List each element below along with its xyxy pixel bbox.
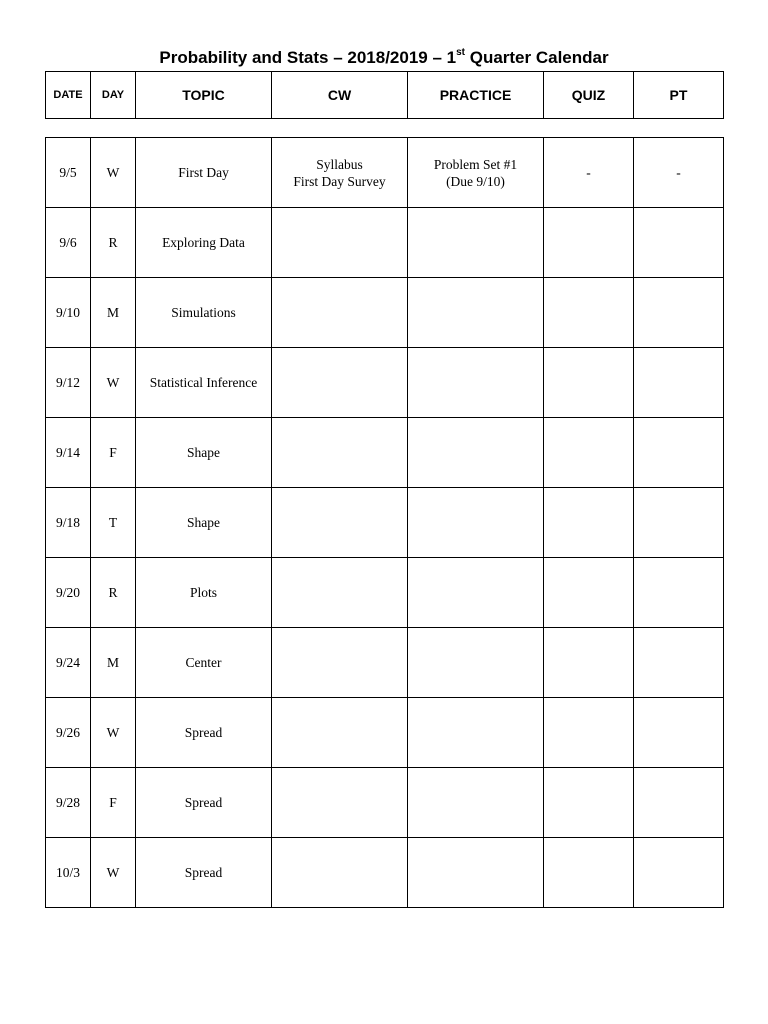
- day-cell: W: [91, 698, 136, 768]
- practice-cell-line-1: Problem Set #1: [433, 156, 518, 172]
- topic-cell: First Day: [136, 138, 272, 208]
- header-date: DATE: [46, 72, 91, 119]
- cw-cell: [272, 348, 408, 418]
- table-row: [46, 558, 724, 628]
- header-table: [45, 71, 724, 119]
- topic-cell: Plots: [136, 558, 272, 628]
- date-cell: 9/28: [46, 768, 91, 838]
- cw-cell: [272, 278, 408, 348]
- cw-cell: [272, 138, 408, 208]
- practice-cell: [408, 208, 544, 278]
- header-cw: CW: [272, 72, 408, 119]
- topic-cell: Statistical Inference: [136, 348, 272, 418]
- pt-cell: [634, 698, 724, 768]
- topic-cell: Spread: [136, 768, 272, 838]
- header-row: [46, 72, 724, 119]
- day-cell: R: [91, 558, 136, 628]
- pt-cell: [634, 768, 724, 838]
- table-row: [46, 488, 724, 558]
- quiz-cell: [544, 488, 634, 558]
- header-pt: PT: [634, 72, 724, 119]
- pt-cell: [634, 278, 724, 348]
- practice-cell: [408, 768, 544, 838]
- day-cell: W: [91, 138, 136, 208]
- pt-cell: [634, 418, 724, 488]
- date-cell: 9/24: [46, 628, 91, 698]
- topic-cell: Exploring Data: [136, 208, 272, 278]
- cw-cell: [272, 488, 408, 558]
- day-cell: R: [91, 208, 136, 278]
- practice-cell: [408, 278, 544, 348]
- cw-cell: [272, 558, 408, 628]
- topic-cell: Spread: [136, 838, 272, 908]
- day-cell: F: [91, 418, 136, 488]
- cw-cell-line-1: Syllabus: [316, 156, 363, 172]
- quiz-cell: [544, 768, 634, 838]
- topic-cell: Shape: [136, 418, 272, 488]
- calendar-body: [46, 138, 724, 908]
- date-cell: 9/26: [46, 698, 91, 768]
- date-cell: 9/10: [46, 278, 91, 348]
- pt-cell: [634, 838, 724, 908]
- date-cell: 9/6: [46, 208, 91, 278]
- pt-cell: [634, 488, 724, 558]
- table-row: [46, 208, 724, 278]
- header-practice: PRACTICE: [408, 72, 544, 119]
- quiz-cell: [544, 348, 634, 418]
- practice-cell: [408, 418, 544, 488]
- cw-cell: [272, 768, 408, 838]
- table-row: [46, 698, 724, 768]
- table-row: [46, 418, 724, 488]
- table-row: [46, 348, 724, 418]
- pt-cell: [634, 208, 724, 278]
- table-row: [46, 278, 724, 348]
- cw-cell: [272, 838, 408, 908]
- quiz-cell: [544, 278, 634, 348]
- day-cell: M: [91, 278, 136, 348]
- date-cell: 9/5: [46, 138, 91, 208]
- practice-cell: [408, 558, 544, 628]
- pt-cell: [634, 628, 724, 698]
- table-row: [46, 138, 724, 208]
- practice-cell: [408, 488, 544, 558]
- date-cell: 9/14: [46, 418, 91, 488]
- practice-cell: [408, 348, 544, 418]
- table-row: [46, 768, 724, 838]
- date-cell: 9/18: [46, 488, 91, 558]
- cw-cell-line-2: First Day Survey: [293, 173, 386, 189]
- date-cell: 9/20: [46, 558, 91, 628]
- day-cell: W: [91, 838, 136, 908]
- practice-cell: [408, 698, 544, 768]
- practice-cell: [408, 628, 544, 698]
- header-day: DAY: [91, 72, 136, 119]
- day-cell: W: [91, 348, 136, 418]
- cw-cell: [272, 628, 408, 698]
- topic-cell: Simulations: [136, 278, 272, 348]
- topic-cell: Center: [136, 628, 272, 698]
- calendar-table: [45, 137, 724, 908]
- topic-cell: Spread: [136, 698, 272, 768]
- cw-cell: [272, 208, 408, 278]
- practice-cell-line-2: (Due 9/10): [446, 173, 505, 189]
- date-cell: 9/12: [46, 348, 91, 418]
- quiz-cell: [544, 628, 634, 698]
- day-cell: M: [91, 628, 136, 698]
- header-quiz: QUIZ: [544, 72, 634, 119]
- practice-cell: [408, 138, 544, 208]
- day-cell: F: [91, 768, 136, 838]
- quiz-cell: -: [544, 138, 634, 208]
- quiz-cell: [544, 418, 634, 488]
- date-cell: 10/3: [46, 838, 91, 908]
- cw-cell: [272, 418, 408, 488]
- quiz-cell: [544, 208, 634, 278]
- topic-cell: Shape: [136, 488, 272, 558]
- header-topic: TOPIC: [136, 72, 272, 119]
- title-main: Probability and Stats – 2018/2019 – 1: [159, 48, 457, 67]
- pt-cell: -: [634, 138, 724, 208]
- page-title: [0, 46, 768, 70]
- table-row: [46, 628, 724, 698]
- title-superscript: st: [456, 47, 465, 59]
- quiz-cell: [544, 698, 634, 768]
- cw-cell: [272, 698, 408, 768]
- pt-cell: [634, 348, 724, 418]
- day-cell: T: [91, 488, 136, 558]
- table-row: [46, 838, 724, 908]
- quiz-cell: [544, 558, 634, 628]
- quiz-cell: [544, 838, 634, 908]
- pt-cell: [634, 558, 724, 628]
- title-end: Quarter Calendar: [465, 48, 609, 67]
- practice-cell: [408, 838, 544, 908]
